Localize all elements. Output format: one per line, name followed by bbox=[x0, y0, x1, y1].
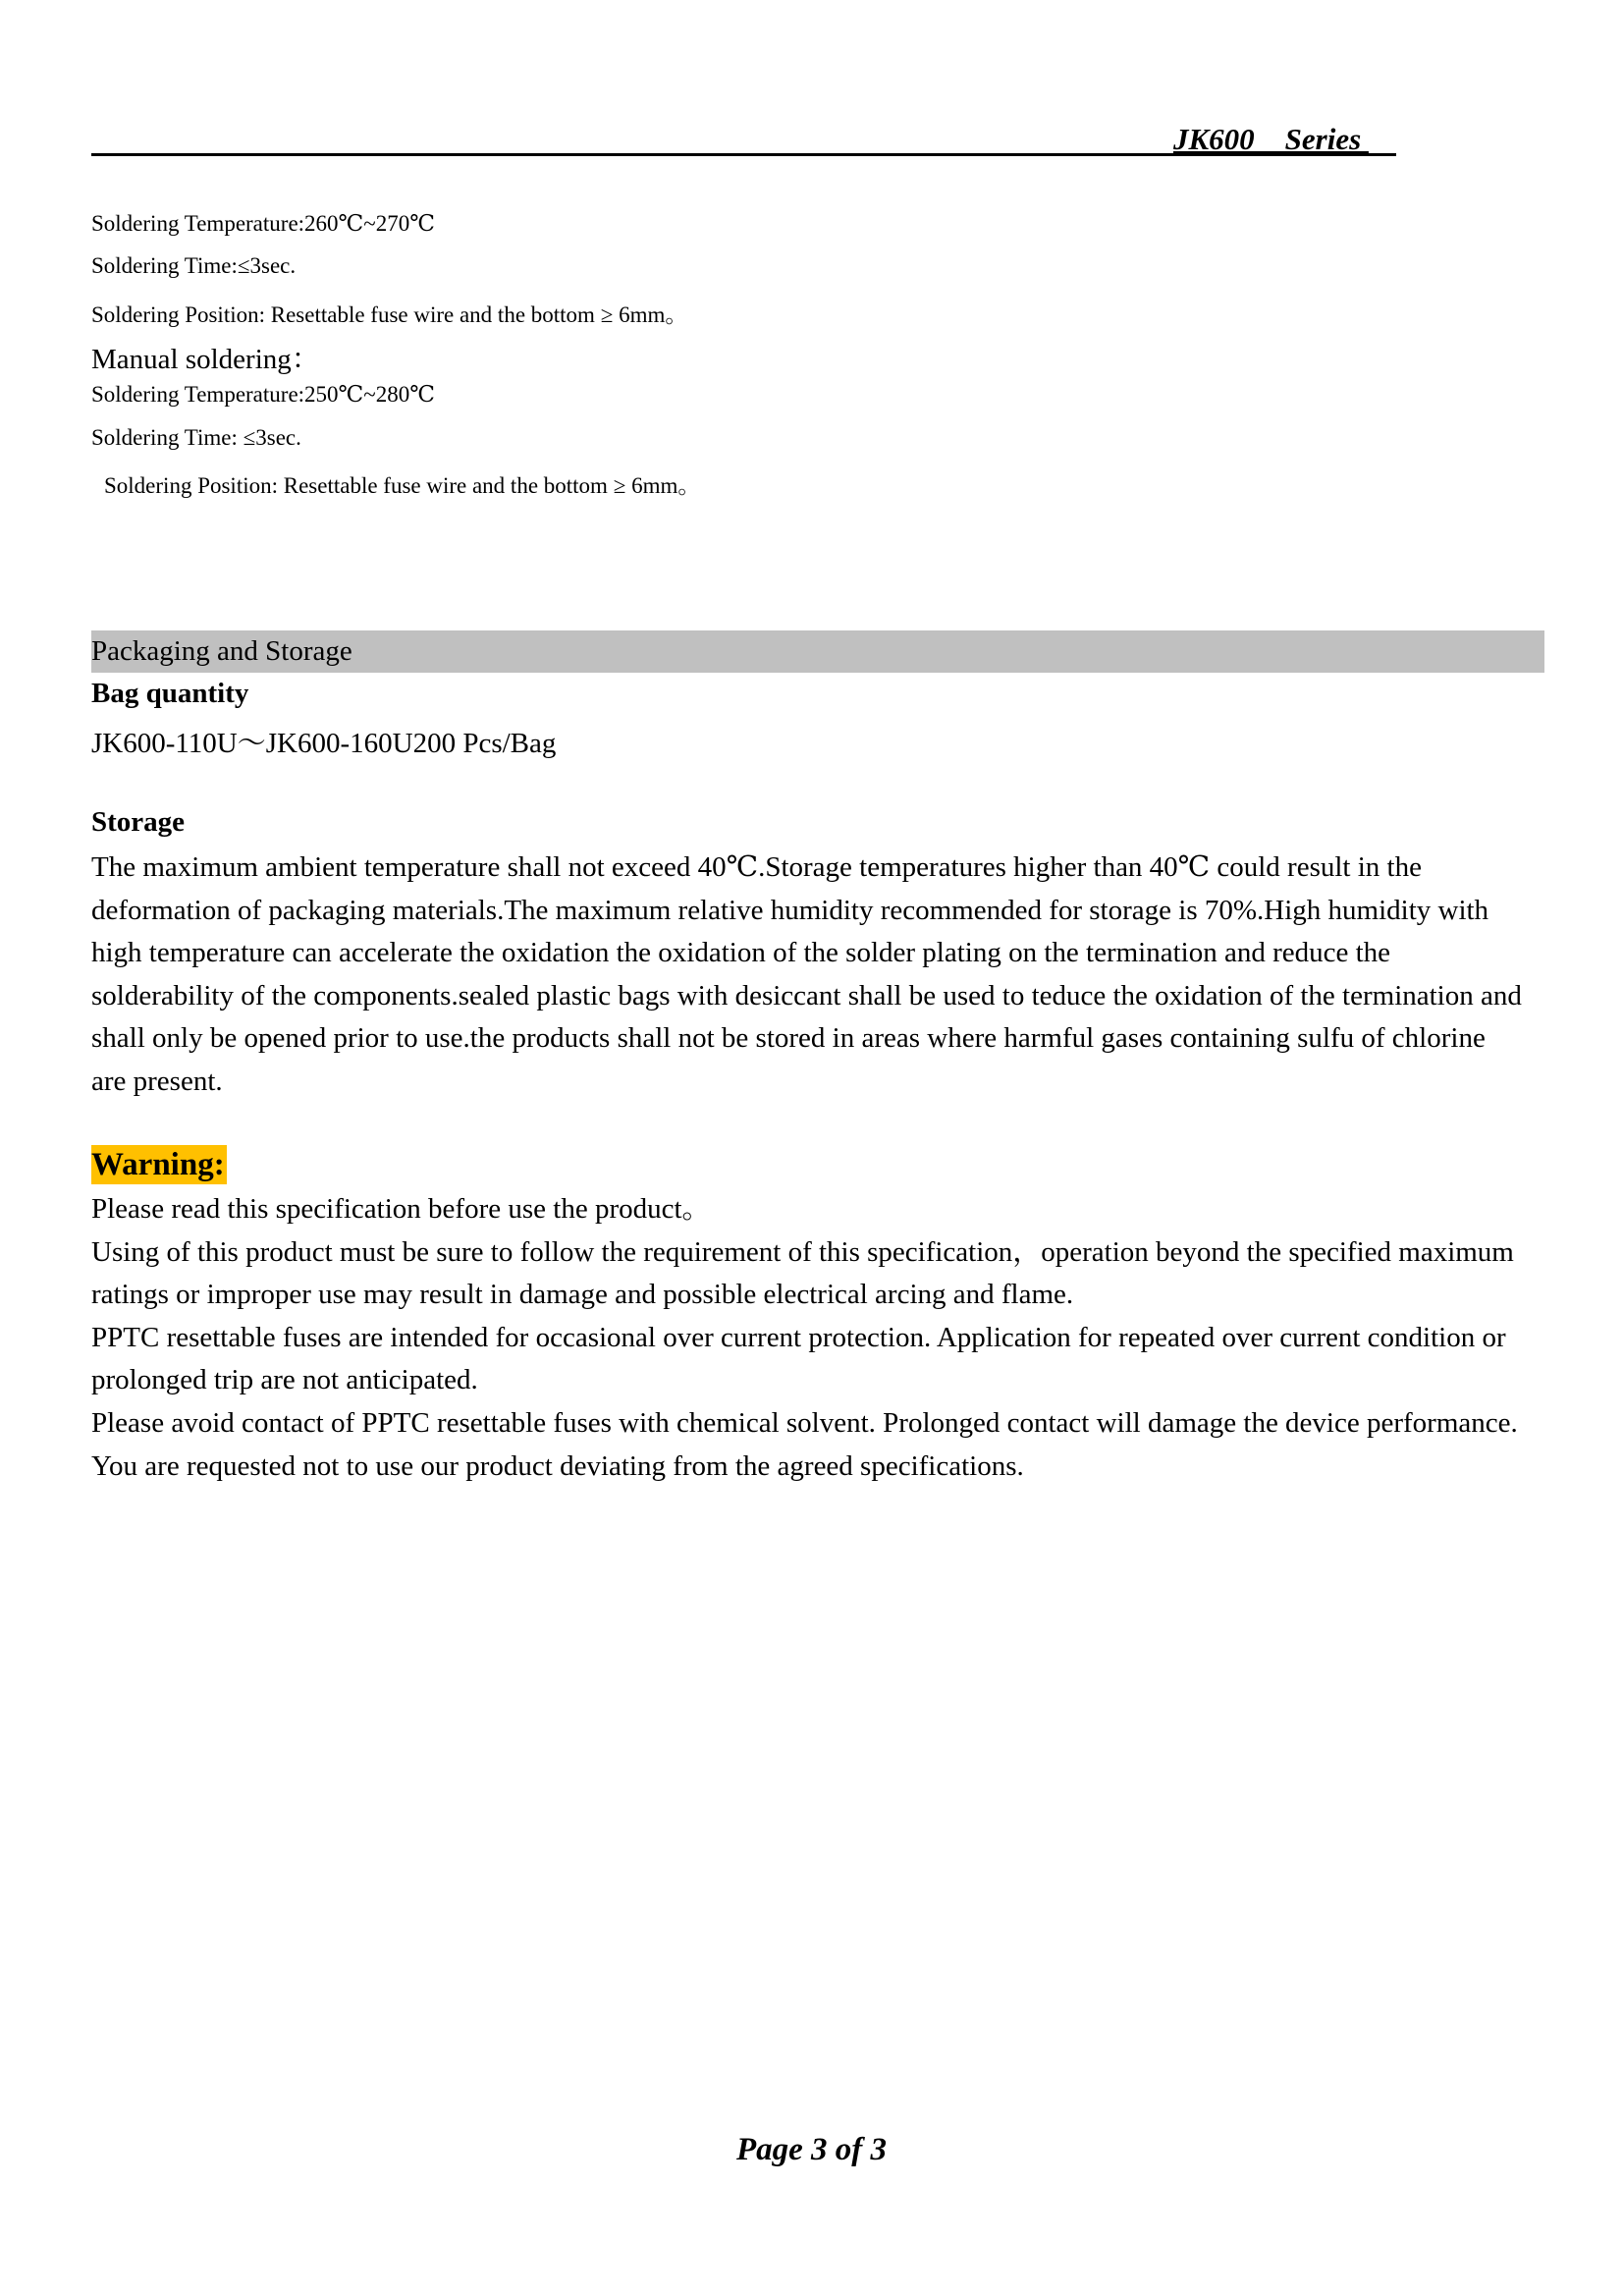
reflow-time: Soldering Time:≤3sec. bbox=[91, 253, 297, 278]
warning-paragraph bbox=[91, 1188, 1564, 1488]
manual-position: Soldering Position: Resettable fuse wire and the bottom ≥ 6mm。 bbox=[104, 473, 701, 498]
warning-line: You are requested not to use our product deviating from the agreed specifications. bbox=[91, 1449, 1024, 1482]
warning-line: prolonged trip are not anticipated. bbox=[91, 1364, 478, 1396]
storage-line: solderability of the components.sealed plastic bags with desiccant shall be used to teduce the oxidation of the termination and bbox=[91, 979, 1522, 1011]
warning-line: Using of this product must be sure to follow the requirement of this specification，operation beyond the specified maximum bbox=[91, 1235, 1514, 1268]
manual-time: Soldering Time: ≤3sec. bbox=[91, 425, 301, 450]
warning-line: ratings or improper use may result in damage and possible electrical arcing and flame. bbox=[91, 1279, 1074, 1311]
reflow-temperature: Soldering Temperature:260℃~270℃ bbox=[91, 211, 435, 236]
section-title: Packaging and Storage bbox=[91, 635, 352, 667]
storage-line: high temperature can accelerate the oxidation the oxidation of the solder plating on the termination and reduce the bbox=[91, 937, 1391, 969]
bag-quantity-heading: Bag quantity bbox=[91, 678, 249, 709]
warning-label: Warning: bbox=[91, 1147, 225, 1182]
manual-temperature: Soldering Temperature:250℃~280℃ bbox=[91, 382, 435, 407]
page-number: Page 3 of 3 bbox=[735, 2132, 888, 2167]
storage-line: deformation of packaging materials.The maximum relative humidity recommended for storage is 70%.High humidity with bbox=[91, 894, 1489, 926]
reflow-position: Soldering Position: Resettable fuse wire and the bottom ≥ 6mm。 bbox=[91, 302, 688, 327]
warning-line: PPTC resettable fuses are intended for occasional over current protection. Application for repeated over current condition or bbox=[91, 1321, 1506, 1353]
storage-line: The maximum ambient temperature shall not exceed 40℃.Storage temperatures higher than 40℃ could result in the bbox=[91, 851, 1422, 883]
warning-line: Please avoid contact of PPTC resettable fuses with chemical solvent. Prolonged contact will damage the device performance. bbox=[91, 1406, 1518, 1439]
storage-line: are present. bbox=[91, 1065, 223, 1097]
bag-quantity-value: JK600-110U～JK600-160U200 Pcs/Bag bbox=[91, 728, 557, 759]
storage-heading: Storage bbox=[91, 806, 186, 838]
manual-soldering-heading: Manual soldering： bbox=[91, 344, 320, 375]
warning-line: Please read this specification before use the product。 bbox=[91, 1193, 711, 1225]
series-title: JK600 Series bbox=[1173, 122, 1369, 156]
storage-line: shall only be opened prior to use.the products shall not be stored in areas where harmful gases containing sulfu of chlorine bbox=[91, 1022, 1486, 1055]
storage-paragraph bbox=[91, 847, 1564, 1104]
